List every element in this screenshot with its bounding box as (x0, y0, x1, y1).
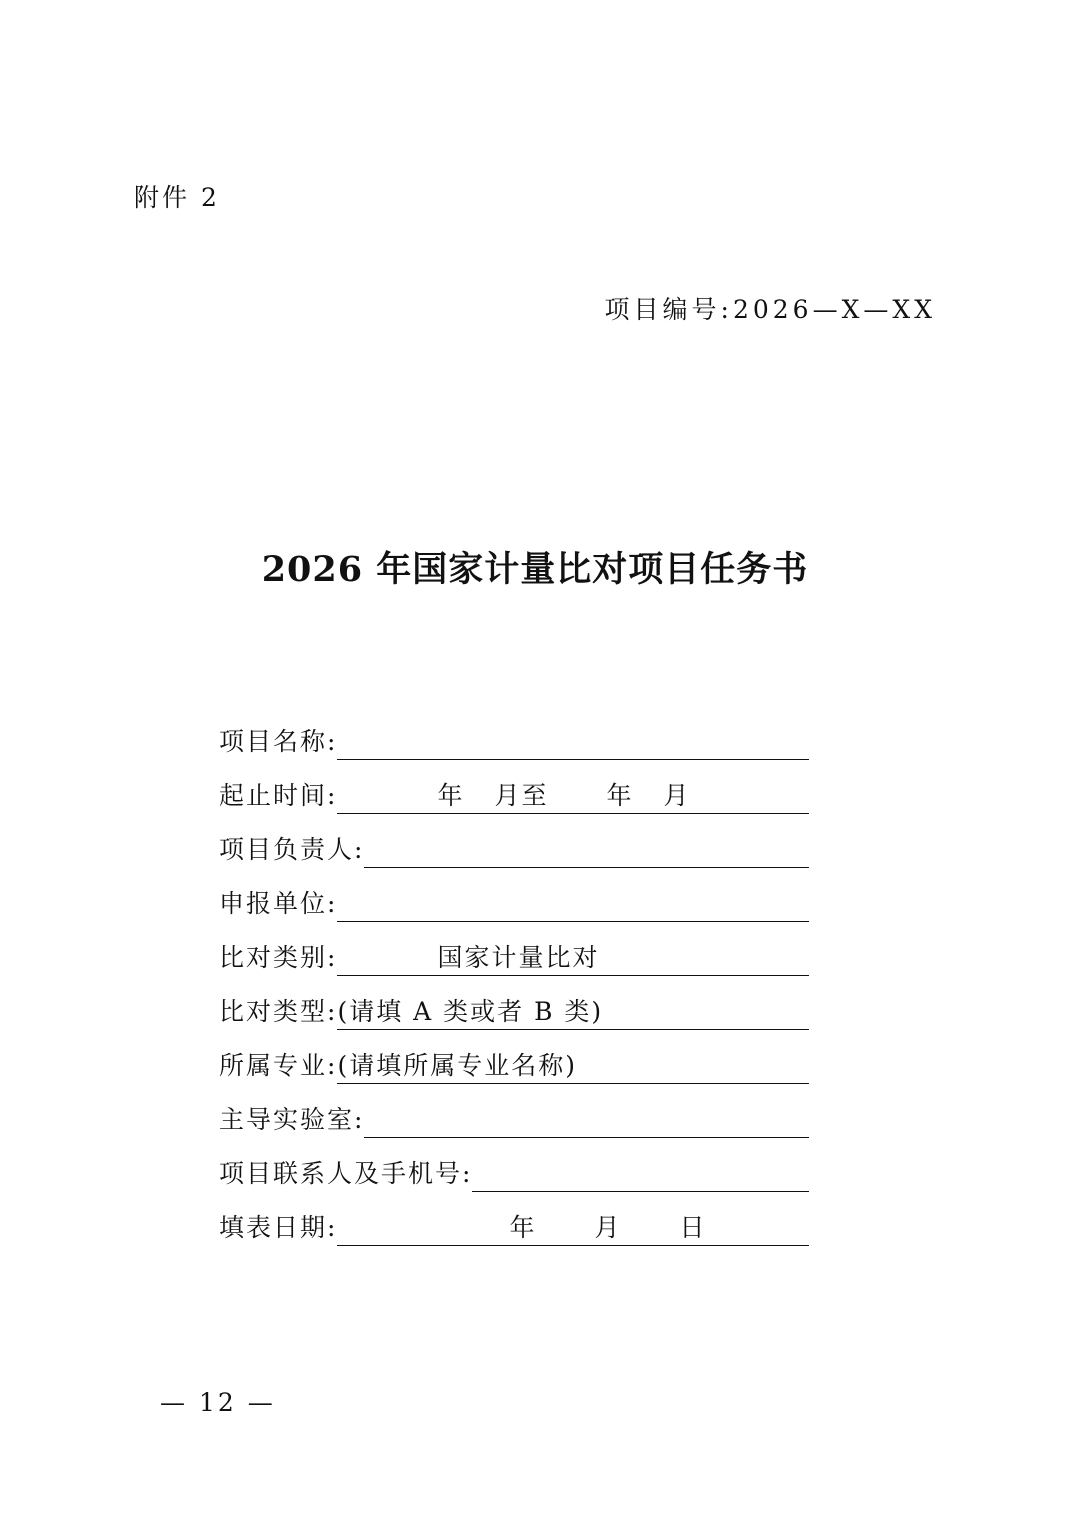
fill-date-year: 年 (509, 1213, 537, 1242)
row-applicant-unit (219, 868, 809, 922)
row-project-name (219, 706, 809, 760)
period-field[interactable] (337, 780, 809, 814)
period-month-to: 月至 (494, 781, 549, 810)
period-label: 起止时间: (219, 781, 338, 810)
comparison-category-label: 比对类别: (219, 943, 338, 972)
attachment-label: 附件 2 (134, 183, 220, 212)
fill-date-label: 填表日期: (219, 1213, 338, 1242)
lead-lab-field[interactable] (364, 1104, 809, 1138)
comparison-type-field[interactable]: (请填 A 类或者 B 类) (337, 996, 809, 1030)
row-specialty (219, 1030, 809, 1084)
fill-date-field[interactable] (337, 1212, 809, 1246)
comparison-category-field[interactable] (337, 942, 809, 976)
document-title: 2026 年国家计量比对项目任务书 (261, 549, 809, 590)
period-year2: 年 (606, 781, 634, 810)
applicant-unit-label: 申报单位: (219, 889, 338, 918)
row-comparison-category (219, 922, 809, 976)
contact-field[interactable] (472, 1158, 809, 1192)
row-leader (219, 814, 809, 868)
leader-field[interactable] (364, 834, 809, 868)
fill-date-day: 日 (679, 1213, 707, 1242)
row-contact (219, 1138, 809, 1192)
project-number: 项目编号:2026—X—XX (604, 295, 936, 324)
lead-lab-label: 主导实验室: (219, 1105, 365, 1134)
specialty-field[interactable]: (请填所属专业名称) (337, 1050, 809, 1084)
page-number: — 12 — (160, 1388, 276, 1417)
row-fill-date (219, 1192, 809, 1246)
comparison-type-label: 比对类型: (219, 997, 338, 1026)
project-name-label: 项目名称: (219, 727, 338, 756)
row-period (219, 760, 809, 814)
period-year1: 年 (437, 781, 465, 810)
specialty-label: 所属专业: (219, 1051, 338, 1080)
comparison-category-value: 国家计量比对 (437, 943, 600, 972)
applicant-unit-field[interactable] (337, 888, 809, 922)
leader-label: 项目负责人: (219, 835, 365, 864)
project-name-field[interactable] (337, 726, 809, 760)
row-lead-lab (219, 1084, 809, 1138)
fill-date-month: 月 (594, 1213, 622, 1242)
period-month2: 月 (663, 781, 691, 810)
row-comparison-type (219, 976, 809, 1030)
contact-label: 项目联系人及手机号: (219, 1159, 473, 1188)
task-form (219, 706, 809, 1246)
